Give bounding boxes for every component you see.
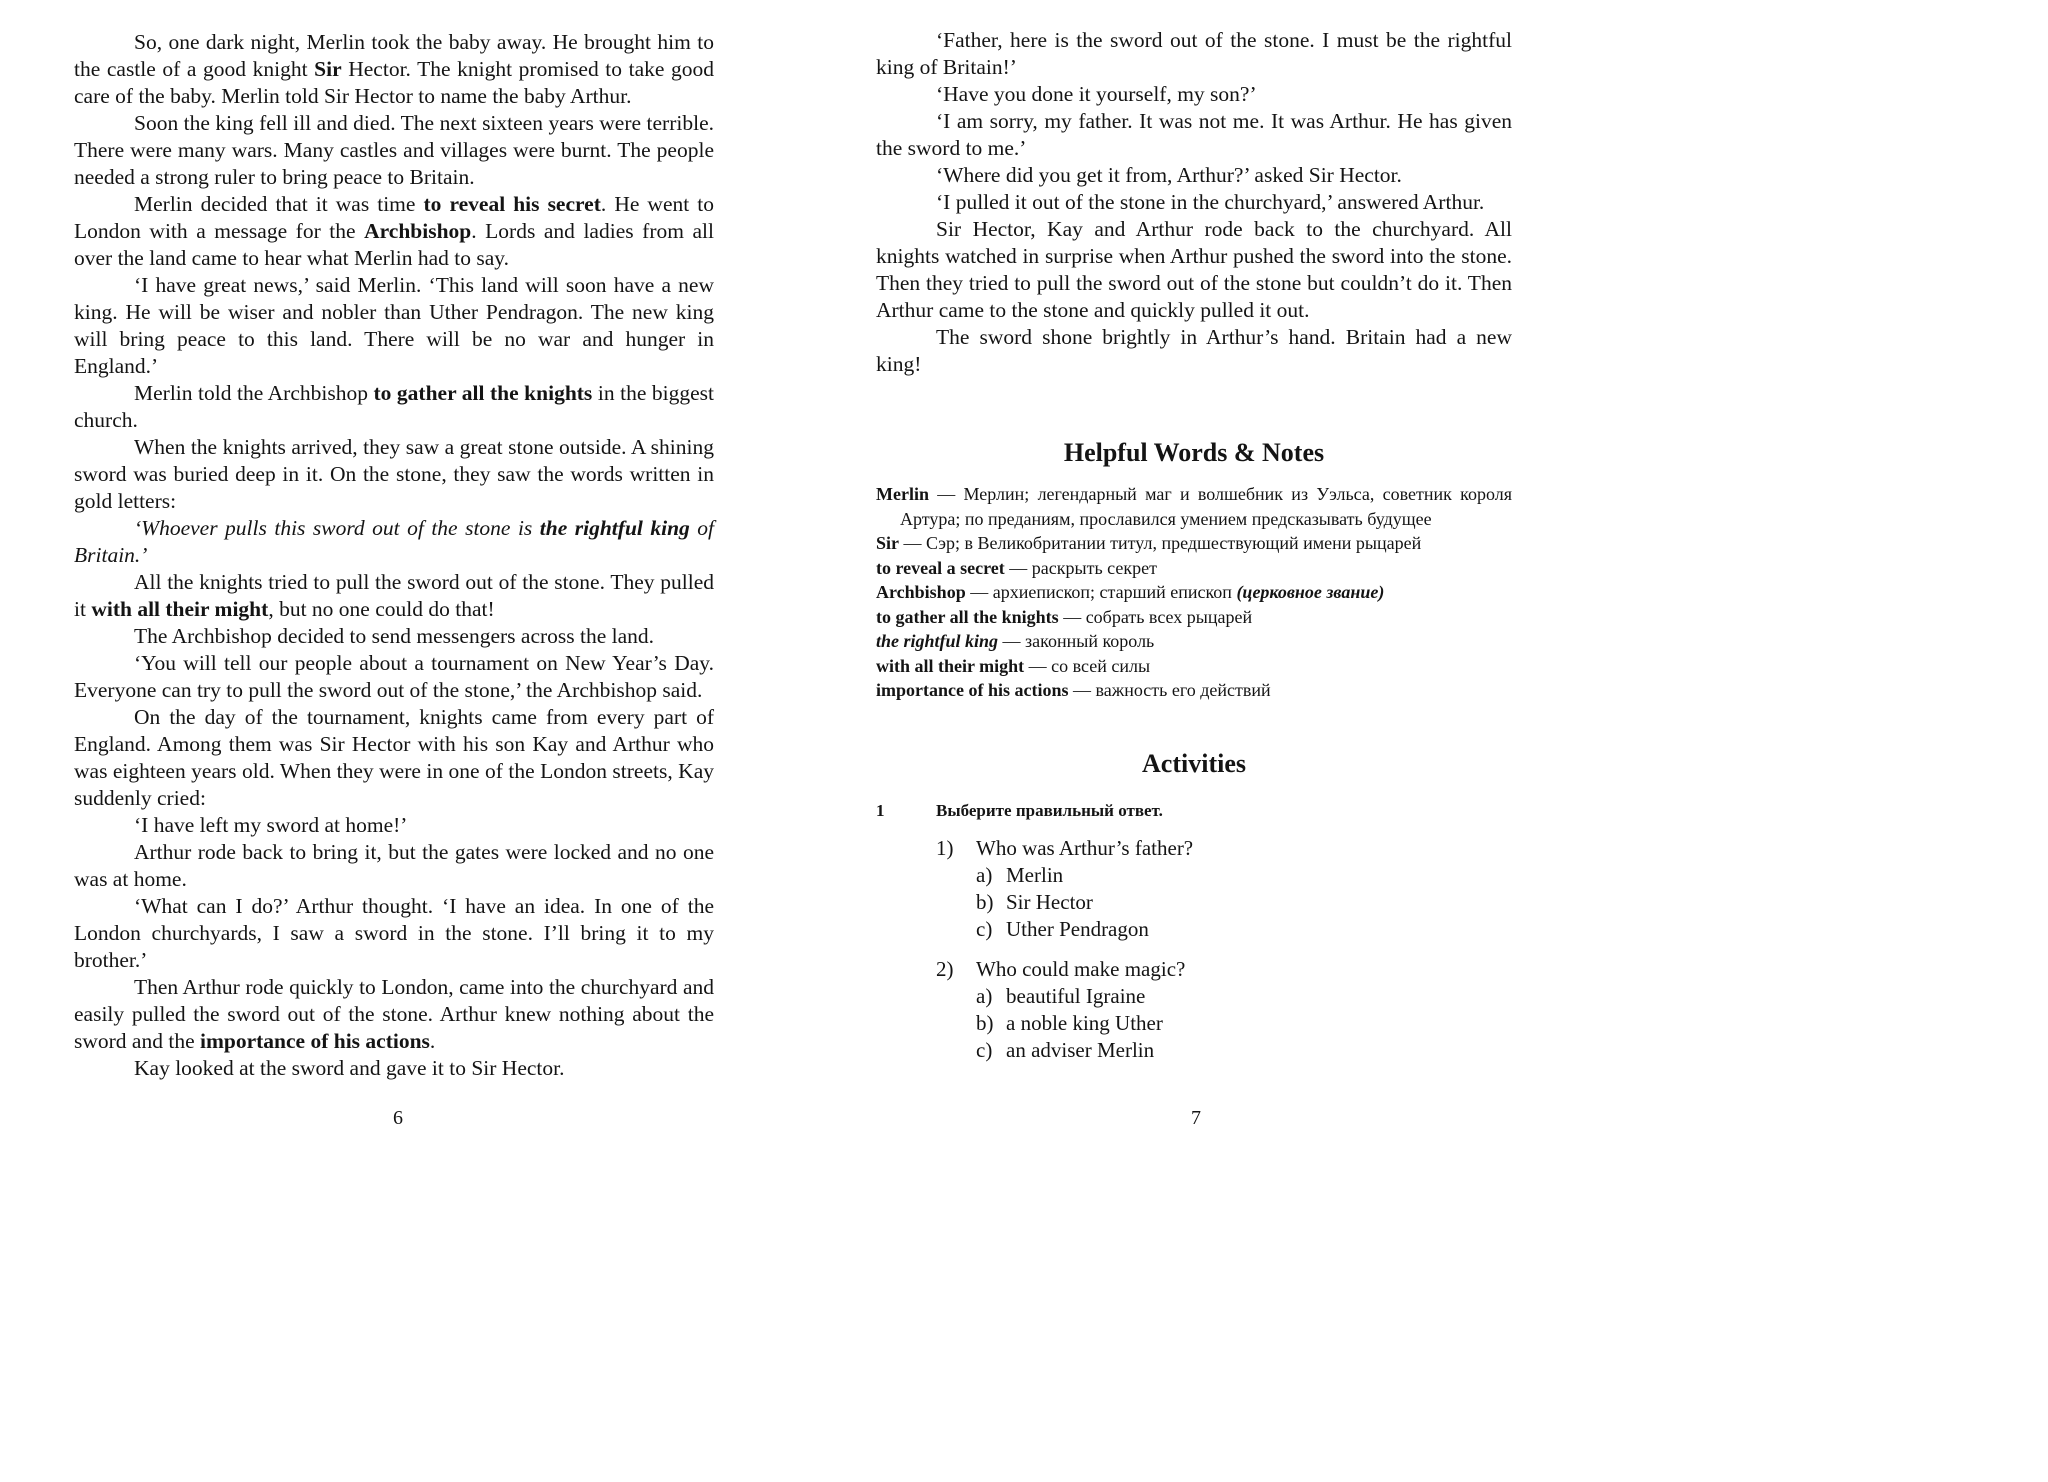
story-paragraph <box>876 216 1512 324</box>
text-run: ‘Where did you get it from, Arthur?’ asked Sir Hector. <box>936 163 1402 187</box>
option-letter: c) <box>976 916 993 941</box>
left-page <box>0 0 784 1134</box>
note-definition: Мерлин; легендарный маг и волшебник из Уэльса, советник короля Артура; по преданиям, прославился умением предсказывать будущее <box>900 484 1513 529</box>
question-item <box>936 835 1512 943</box>
text-run: Arthur rode back to bring it, but the gates were locked and no one was at home. <box>74 840 714 891</box>
text-run: . He went to London with a message for the <box>74 192 714 243</box>
story-paragraph <box>876 324 1512 378</box>
right-column <box>876 27 1512 1064</box>
question-text: Who was Arthur’s father? <box>976 835 1194 860</box>
question-text: Who could make magic? <box>976 956 1186 981</box>
note-definition: архиепископ; старший епископ <box>992 582 1237 602</box>
answer-option <box>976 916 1512 943</box>
note-dash: — <box>1004 557 1032 578</box>
question-number: 1) <box>936 835 954 860</box>
text-run: Merlin told the Archbishop <box>134 381 374 405</box>
text-run: . <box>429 1029 436 1053</box>
story-paragraph <box>74 434 714 515</box>
option-letter: c) <box>976 1037 993 1062</box>
option-text: an adviser Merlin <box>1006 1037 1155 1062</box>
answer-option <box>976 1010 1512 1037</box>
option-letter: b) <box>976 1010 994 1035</box>
note-definition-extra: (церковное звание) <box>1236 582 1385 602</box>
story-paragraph <box>74 704 714 812</box>
text-run: When the knights arrived, they saw a great stone outside. A shining sword was buried deep in it. On the stone, they saw the words written in gold letters: <box>74 435 714 513</box>
text-run: Kay looked at the sword and gave it to Sir Hector. <box>134 1056 565 1080</box>
note-term: with all their might <box>876 655 1025 676</box>
emphasized-phrase: Sir <box>314 57 342 81</box>
story-paragraph <box>74 29 714 110</box>
page-number-left: 6 <box>393 1107 403 1129</box>
note-term: importance of his actions <box>876 680 1069 700</box>
text-run: On the day of the tournament, knights came from every part of England. Among them was Sir Hector with his son Kay and Arthur who was eighteen years old. When they were in one of the London streets, Kay suddenly cried: <box>74 705 714 810</box>
note-dash: — <box>1058 606 1086 627</box>
note-term: to gather all the knights <box>876 606 1059 627</box>
emphasized-phrase: to gather all the knights <box>373 381 593 405</box>
note-entry <box>876 580 1512 605</box>
answer-option <box>976 983 1512 1010</box>
note-term: the rightful king <box>876 631 999 651</box>
note-term: Merlin <box>876 484 929 504</box>
note-term: Sir <box>876 533 900 553</box>
emphasized-phrase: to reveal his secret <box>423 192 601 216</box>
note-entry <box>876 482 1512 531</box>
text-run: . Lords and ladies from all over the land came to hear what Merlin had to say. <box>74 219 714 270</box>
note-definition: важность его действий <box>1095 680 1271 700</box>
question-item <box>936 956 1512 1064</box>
note-dash: — <box>899 533 927 553</box>
answer-option <box>976 1037 1512 1064</box>
option-text: a noble king Uther <box>1006 1010 1163 1035</box>
exercise-number: 1 <box>876 800 885 820</box>
story-paragraph <box>74 1055 714 1082</box>
note-definition: законный король <box>1025 631 1155 651</box>
story-paragraph <box>876 189 1512 216</box>
text-run: , but no one could do that! <box>268 597 495 621</box>
emphasized-phrase: Archbishop <box>364 219 472 243</box>
text-run: ‘Have you done it yourself, my son?’ <box>936 82 1257 106</box>
text-run: of Britain.’ <box>74 516 715 567</box>
text-run: ‘I am sorry, my father. It was not me. It was Arthur. He has given the sword to me.’ <box>876 109 1512 160</box>
note-entry <box>876 556 1512 581</box>
note-definition: Сэр; в Великобритании титул, предшествующий имени рыцарей <box>926 533 1422 553</box>
text-run: ‘I have great news,’ said Merlin. ‘This land will soon have a new king. He will be wiser and nobler than Uther Pendragon. The new king will bring peace to this land. There will be no war and hunger in England.’ <box>74 273 714 378</box>
text-run: ‘I have left my sword at home!’ <box>134 813 408 837</box>
question-line <box>936 835 1512 862</box>
text-run: All the knights tried to pull the sword out of the stone. They pulled it <box>74 570 714 621</box>
story-paragraph <box>74 380 714 434</box>
story-paragraph <box>74 839 714 893</box>
story-paragraph <box>74 272 714 380</box>
right-story-text <box>876 27 1512 378</box>
activities-title: Activities <box>1142 748 1246 778</box>
note-dash: — <box>1068 680 1096 700</box>
exercise-heading <box>876 799 1512 823</box>
left-story-text <box>74 29 714 1082</box>
note-dash: — <box>1024 655 1052 676</box>
text-run: Then Arthur rode quickly to London, came into the churchyard and easily pulled the sword out of the stone. Arthur knew nothing about the sword and the <box>74 975 714 1053</box>
question-number: 2) <box>936 956 954 981</box>
text-run: The Archbishop decided to send messengers across the land. <box>134 624 655 648</box>
text-run: in the biggest church. <box>74 381 714 432</box>
text-run: So, one dark night, Merlin took the baby away. He brought him to the castle of a good knight <box>74 30 714 81</box>
story-paragraph <box>876 108 1512 162</box>
exercise-instruction: Выберите правильный ответ. <box>936 800 1163 820</box>
story-paragraph <box>74 515 714 569</box>
note-definition: собрать всех рыцарей <box>1085 606 1253 627</box>
option-letter: a) <box>976 983 993 1008</box>
emphasized-phrase: with all their might <box>91 597 269 621</box>
text-run: Hector. The knight promised to take good care of the baby. Merlin told Sir Hector to name the baby Arthur. <box>74 57 714 108</box>
option-text: Sir Hector <box>1006 889 1093 914</box>
story-paragraph <box>876 162 1512 189</box>
note-dash: — <box>928 484 964 504</box>
story-paragraph <box>74 110 714 191</box>
story-paragraph <box>74 191 714 272</box>
text-run: ‘Whoever pulls this sword out of the stone is <box>134 516 540 540</box>
story-paragraph <box>74 650 714 704</box>
text-run: Soon the king fell ill and died. The next sixteen years were terrible. There were many wars. Many castles and villages were burnt. The people needed a strong ruler to bring peace to Britain. <box>74 111 714 189</box>
note-entry <box>876 605 1512 630</box>
note-term: to reveal a secret <box>876 557 1005 578</box>
note-definition: со всей силы <box>1051 655 1151 676</box>
option-text: Merlin <box>1006 862 1064 887</box>
option-text: Uther Pendragon <box>1006 916 1149 941</box>
story-paragraph <box>74 623 714 650</box>
note-term: Archbishop <box>876 582 966 602</box>
question-line <box>936 956 1512 983</box>
answer-option <box>976 889 1512 916</box>
text-run: ‘You will tell our people about a tournament on New Year’s Day. Everyone can try to pull the sword out of the stone,’ the Archbishop said. <box>74 651 714 702</box>
emphasized-phrase: the rightful king <box>539 516 690 540</box>
helpful-words-list <box>876 482 1512 703</box>
note-dash: — <box>965 582 993 602</box>
note-entry <box>876 678 1512 703</box>
question-list <box>876 835 1512 1064</box>
option-letter: a) <box>976 862 993 887</box>
emphasized-phrase: importance of his actions <box>200 1029 430 1053</box>
text-run: ‘What can I do?’ Arthur thought. ‘I have an idea. In one of the London churchyards, I saw a sword in the stone. I’ll bring it to my brother.’ <box>74 894 714 972</box>
page-number-right: 7 <box>1191 1107 1201 1129</box>
option-letter: b) <box>976 889 994 914</box>
right-page <box>784 0 1568 1134</box>
story-paragraph <box>876 81 1512 108</box>
story-paragraph <box>74 812 714 839</box>
note-dash: — <box>998 631 1026 651</box>
note-entry <box>876 531 1512 556</box>
text-run: The sword shone brightly in Arthur’s hand. Britain had a new king! <box>876 325 1512 376</box>
helpful-words-title: Helpful Words & Notes <box>1063 438 1325 467</box>
text-run: Merlin decided that it was time <box>134 192 424 216</box>
story-paragraph <box>876 27 1512 81</box>
story-paragraph <box>74 893 714 974</box>
option-text: beautiful Igraine <box>1006 983 1146 1008</box>
text-run: ‘I pulled it out of the stone in the churchyard,’ answered Arthur. <box>936 190 1485 214</box>
story-paragraph <box>74 974 714 1055</box>
text-run: ‘Father, here is the sword out of the stone. I must be the rightful king of Britain!’ <box>876 28 1512 79</box>
answer-option <box>976 862 1512 889</box>
note-definition: раскрыть секрет <box>1031 557 1157 578</box>
story-paragraph <box>74 569 714 623</box>
text-run: Sir Hector, Kay and Arthur rode back to the churchyard. All knights watched in surprise when Arthur pushed the sword into the stone. Then they tried to pull the sword out of the stone but couldn’t do it. Then Arthur came to the stone and quickly pulled it out. <box>876 217 1512 322</box>
note-entry <box>876 629 1512 654</box>
note-entry <box>876 654 1512 679</box>
